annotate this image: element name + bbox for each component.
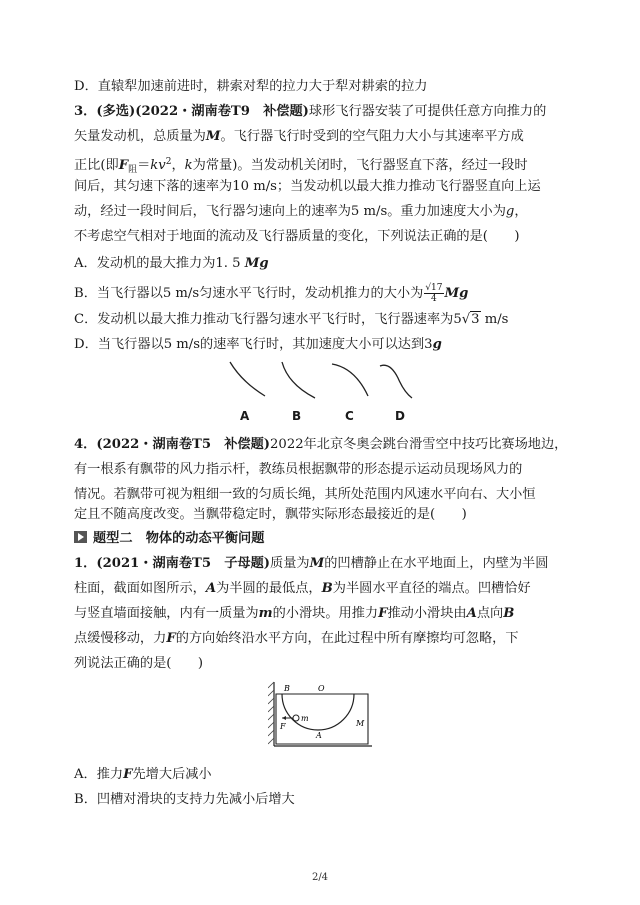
subscript: 阻 [128,165,138,175]
line-text: A．推力 [74,767,124,782]
line-text: 点向 [476,606,504,621]
line-text: ， [514,204,528,219]
var-F: F [118,158,129,173]
var-k: k [150,158,159,173]
question-1-line-1 [74,555,548,573]
figure-label-b: B [292,409,302,423]
label-m: m [301,714,309,723]
ribbon-curve-a [230,362,265,396]
line-text: 定且不随高度改变。当飘带稳定时，飘带实际形态最接近的是( ) [74,507,467,522]
line-text: B．凹槽对滑块的支持力先减小后增大 [74,792,295,807]
line-text: 的方向始终沿水平方向，在此过程中所有摩擦均可忽略，下 [175,631,519,646]
line-text: D．当飞行器以5 m/s的速率飞行时，其加速度大小可以达到3 [74,337,433,352]
figure-label-a: A [240,409,250,423]
var-A: A [466,606,477,621]
label-B: B [284,684,290,693]
question-4-line-1 [74,436,567,454]
var-F: F [378,606,388,621]
line-text: 正比(即 [74,158,119,173]
fraction-numerator: √17 [425,283,443,293]
question-1-line-4 [74,630,519,648]
ribbon-curve-d [380,365,412,398]
option-d [74,336,442,354]
line-text: B．当飞行器以5 m/s匀速水平飞行时，发动机推力的大小为 [74,286,424,301]
sqrt-symbol: √3 [461,312,480,327]
var-Mg: Mg [444,286,469,301]
slider-block [293,715,299,721]
var-B: B [321,581,333,596]
line-text: 有一根系有飘带的风力指示杆，教练员根据飘带的形态提示运动员现场风力的 [74,462,523,477]
page-number: 2/4 [311,872,329,883]
question-3-line-1 [74,103,546,121]
label-O: O [318,684,325,693]
line-text: 的小滑块。用推力 [272,606,379,621]
label-A: A [316,731,322,740]
var-A: A [205,581,217,596]
sqrt-value: 3 [471,312,480,327]
line-text: ， [171,158,185,173]
question-1-header: 1．(2021・湖南卷T5 子母题) [74,556,271,571]
groove-body [276,694,368,744]
line-text: 2022年北京冬奥会跳台滑雪空中技巧比赛场地边， [270,437,568,452]
var-k: k [184,158,193,173]
question-1-line-3 [74,605,514,623]
question-1-option-a [74,766,212,784]
line-text: 间后，其匀速下落的速率为10 m/s；当发动机以最大推力推动飞行器竖直向上运 [74,179,541,194]
var-Mg: Mg [244,256,269,271]
line-text: 动，经过一段时间后，飞行器匀速向上的速率为5 m/s。重力加速度大小为 [74,204,506,219]
question-4-line-2 [74,461,522,479]
line-text: 与竖直墙面接触，内有一质量为 [74,606,259,621]
var-g: g [432,337,442,352]
line-text: A．发动机的最大推力为1. 5 [74,256,245,271]
groove-diagram [268,680,378,750]
option-a [74,255,269,273]
var-F: F [123,767,133,782]
arrow-head-icon [282,716,286,720]
line-text: 的凹槽静止在水平地面上，内壁为半圆 [324,556,549,571]
var-v: v [158,158,166,173]
var-F: F [166,631,176,646]
line-text: 情况。若飘带可视为粗细一致的匀质长绳，其所处范围内风速水平向右、大小恒 [74,487,536,502]
question-3-line-6 [74,228,519,246]
line-text: 为常量)。当发动机关闭时，飞行器竖直下落，经过一段时 [192,158,528,173]
line-text: 点缓慢移动，力 [74,631,167,646]
question-1-option-b [74,791,295,809]
play-icon [74,531,87,543]
line-text: 推动小滑块由 [387,606,467,621]
line-text: m/s [480,312,509,327]
line-text: C．发动机以最大推力推动飞行器匀速水平飞行时，飞行器速率为5 [74,312,462,327]
ribbon-curve-c [332,364,368,396]
question-1-line-2 [74,580,531,598]
option-b [74,283,468,304]
var-m: m [258,606,273,621]
question-4-line-4 [74,506,467,524]
fraction-denominator: 4 [431,294,437,304]
question-3-line-2 [74,128,524,146]
var-M: M [205,129,221,144]
line-text: 球形飞行器安装了可提供任意方向推力的 [308,104,547,119]
question-3-header: 3．(多选)(2022・湖南卷T9 补偿题) [74,104,309,119]
label-M: M [356,719,365,728]
semicircle [282,694,354,730]
question-3-line-5 [74,203,528,221]
var-g: g [505,204,515,219]
line-text: D．直辕犁加速前进时，耕索对犁的拉力大于犁对耕索的拉力 [74,79,428,94]
ribbon-curve-b [282,362,315,398]
line-text: 为半圆的最低点， [216,581,322,596]
question-3-line-4 [74,178,541,196]
line-text: 先增大后减小 [132,767,212,782]
question-1-line-5 [74,655,203,673]
var-M: M [309,556,325,571]
ribbon-shape-figures [220,358,420,404]
line-text: 为半圆水平直径的端点。凹槽恰好 [332,581,531,596]
label-F: F [280,722,286,731]
figure-label-c: C [345,409,354,423]
line-text: 。飞行器飞行时受到的空气阻力大小与其速率平方成 [220,129,524,144]
section-header [74,527,264,546]
equals: ＝ [137,158,151,173]
line-text: 质量为 [270,556,310,571]
var-B: B [503,606,515,621]
wall-hatching [268,682,274,744]
line-text: 列说法正确的是( ) [74,656,203,671]
line-text: 不考虑空气相对于地面的流动及飞行器质量的变化，下列说法正确的是( ) [74,229,520,244]
line-text: 矢量发动机，总质量为 [74,129,206,144]
question-4-header: 4．(2022・湖南卷T5 补偿题) [74,437,271,452]
option-c [74,311,508,329]
line-text: 柱面，截面如图所示， [74,581,206,596]
option-d-previous [74,78,427,96]
section-title: 题型二 物体的动态平衡问题 [93,531,265,546]
question-3-line-3 [74,153,528,179]
fraction [424,283,443,304]
question-4-line-3 [74,486,536,504]
figure-label-d: D [395,409,405,423]
superscript: 2 [165,157,172,167]
